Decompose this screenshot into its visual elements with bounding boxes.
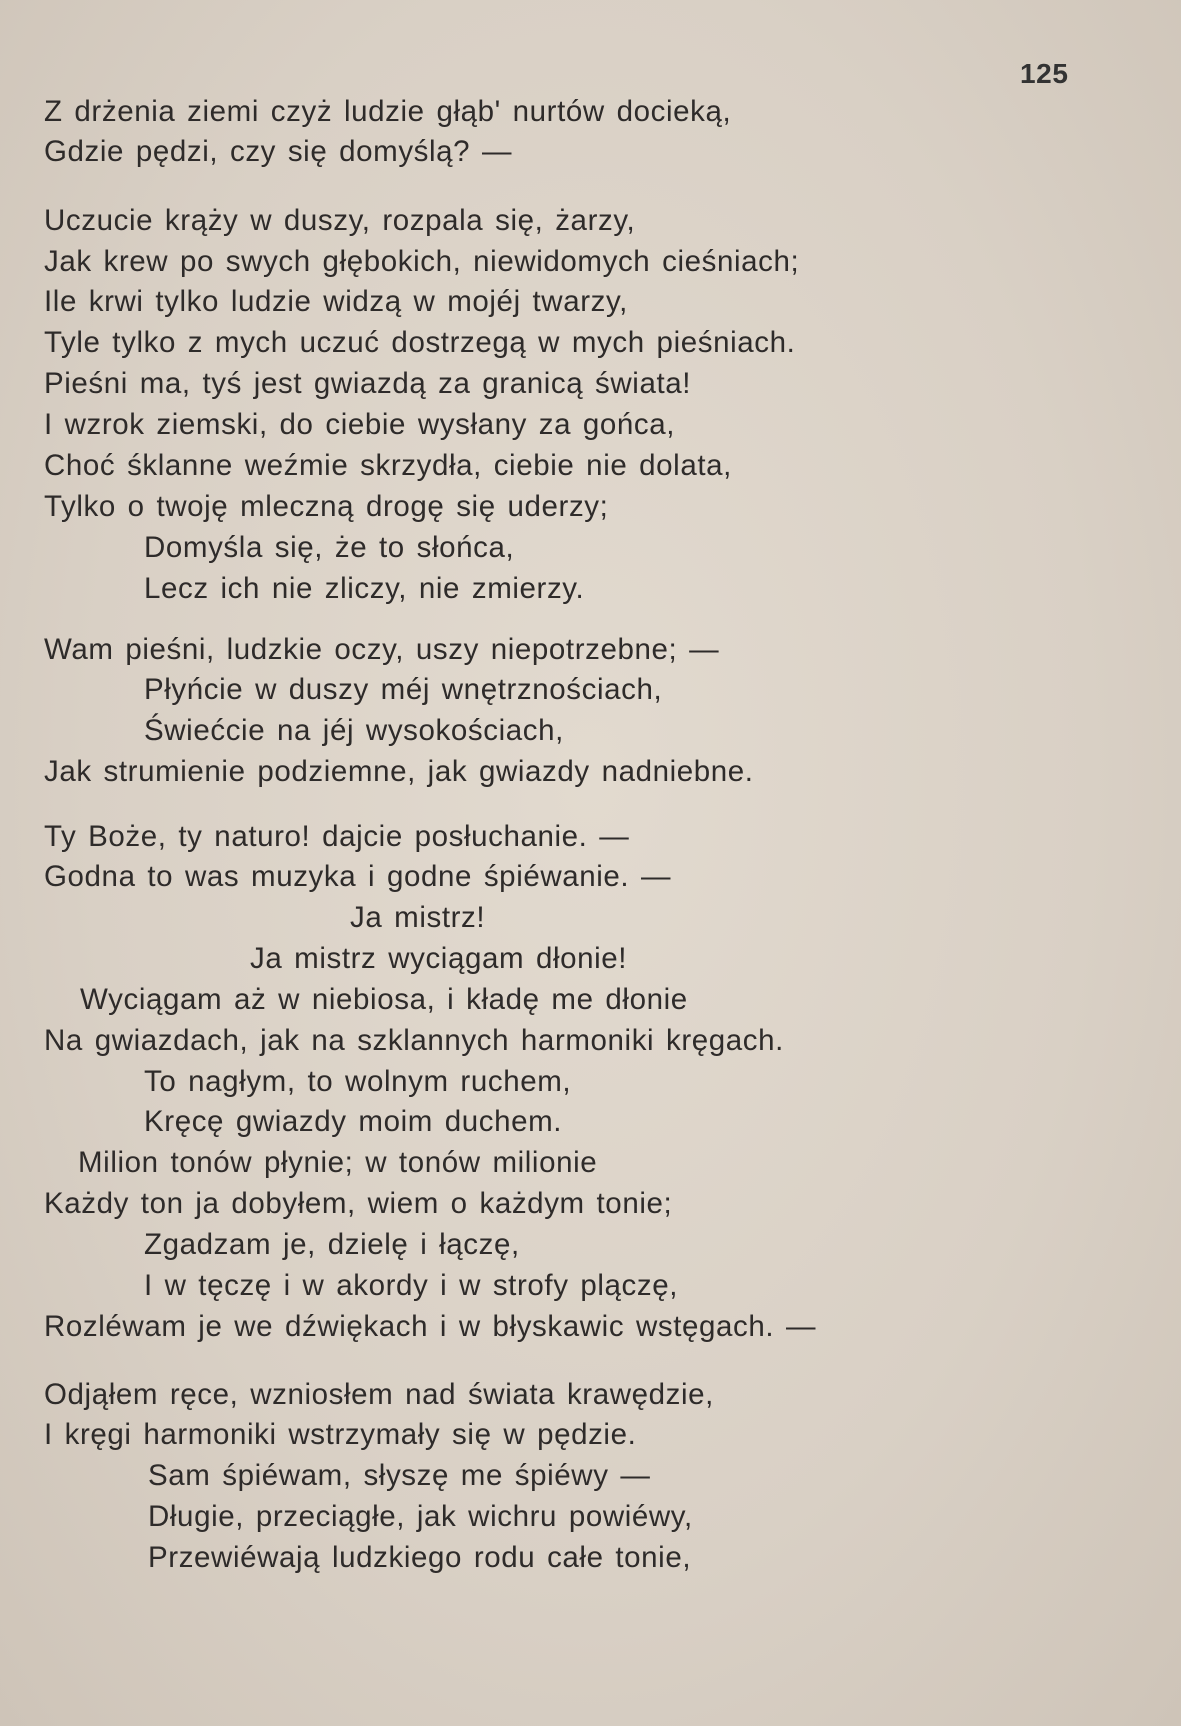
poem-line: Świećcie na jéj wysokościach, [144,714,564,747]
poem-line: Milion tonów płynie; w tonów milionie [78,1146,598,1179]
poem-line: Długie, przeciągłe, jak wichru powiéwy, [148,1500,693,1533]
page-number: 125 [1020,58,1069,89]
poem-line: Ile krwi tylko ludzie widzą w mojéj twarzy, [44,285,628,318]
poem-line: Uczucie krąży w duszy, rozpala się, żarzy, [44,204,636,237]
poem-line: I w tęczę i w akordy i w strofy plączę, [144,1269,679,1302]
poem-line: Tylko o twoję mleczną drogę się uderzy; [44,490,609,523]
poem-line: Płyńcie w duszy méj wnętrznościach, [144,673,663,706]
poem-line: Gdzie pędzi, czy się domyślą? — [44,135,513,168]
poem-line: Z drżenia ziemi czyż ludzie głąb' nurtów docieką, [44,95,732,128]
poem-line: Sam śpiéwam, słyszę me śpiéwy — [148,1459,651,1492]
poem-line: Kręcę gwiazdy moim duchem. [144,1105,563,1138]
poem-line: Wam pieśni, ludzkie oczy, uszy niepotrzebne; — [44,633,720,666]
poem-line: Jak strumienie podziemne, jak gwiazdy nadniebne. [44,755,754,788]
poem-line: I kręgi harmoniki wstrzymały się w pędzie. [44,1418,637,1451]
poem-line: Każdy ton ja dobyłem, wiem o każdym tonie; [44,1187,673,1220]
poem-line: Pieśni ma, tyś jest gwiazdą za granicą świata! [44,367,692,400]
poem-line: Ja mistrz wyciągam dłonie! [250,942,628,975]
poem-line: Choć śklanne weźmie skrzydła, ciebie nie dolata, [44,449,732,482]
poem-line: Tyle tylko z mych uczuć dostrzegą w mych pieśniach. [44,326,796,359]
poem-line: Odjąłem ręce, wzniosłem nad świata krawędzie, [44,1378,714,1411]
poem-line: Ja mistrz! [350,901,486,934]
poem-line: Lecz ich nie zliczy, nie zmierzy. [144,572,585,605]
poem-line: To nagłym, to wolnym ruchem, [144,1065,572,1098]
poem-line: Jak krew po swych głębokich, niewidomych cieśniach; [44,245,800,278]
poem-line: Przewiéwają ludzkiego rodu całe tonie, [148,1541,692,1574]
poem-line: Wyciągam aż w niebiosa, i kładę me dłonie [80,983,688,1016]
poem-line: I wzrok ziemski, do ciebie wysłany za gońca, [44,408,676,441]
poem-line: Ty Boże, ty naturo! dajcie posłuchanie. — [44,820,630,853]
poem-line: Domyśla się, że to słońca, [144,531,515,564]
poem-line: Rozléwam je we dźwiękach i w błyskawic wstęgach. — [44,1310,817,1343]
poem-line: Zgadzam je, dzielę i łączę, [144,1228,520,1261]
poem-line: Godna to was muzyka i godne śpiéwanie. — [44,860,672,893]
poem-line: Na gwiazdach, jak na szklannych harmoniki kręgach. [44,1024,784,1057]
